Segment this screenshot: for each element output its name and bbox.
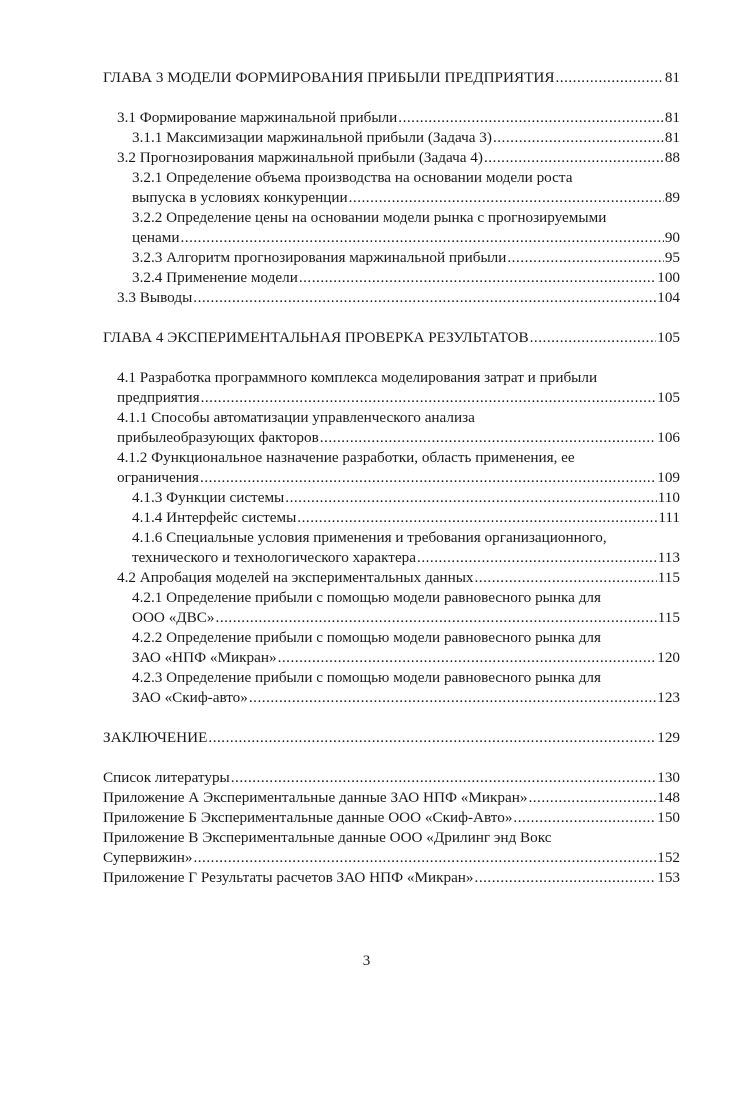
toc-entry-3-2-1-line1[interactable]: 3.2.1 Определение объема производства на основании модели роста xyxy=(132,169,573,186)
toc-entry-3-1[interactable] xyxy=(117,108,680,128)
toc-entry-3-2-2-line1[interactable]: 3.2.2 Определение цены на основании модели рынка с прогнозируемыми xyxy=(132,209,607,226)
toc-entry-page: 152 xyxy=(657,849,680,866)
toc-entry-title: ГЛАВА 3 МОДЕЛИ ФОРМИРОВАНИЯ ПРИБЫЛИ ПРЕДПРИЯТИЯ xyxy=(103,69,555,86)
toc-appendix-b[interactable] xyxy=(103,808,680,828)
toc-entry-4-1-3[interactable] xyxy=(132,488,680,508)
toc-entry-4-2-3-line1[interactable]: 4.2.3 Определение прибыли с помощью модели равновесного рынка для xyxy=(132,669,601,686)
toc-entry-4-1-1[interactable] xyxy=(117,428,680,448)
toc-references[interactable] xyxy=(103,768,680,788)
toc-entry-page: 104 xyxy=(657,289,680,306)
toc-entry-4-2-1-line1[interactable]: 4.2.1 Определение прибыли с помощью модели равновесного рынка для xyxy=(132,589,601,606)
toc-appendix-v-line1[interactable]: Приложение В Экспериментальные данные ООО «Дрилинг энд Вокс xyxy=(103,829,552,846)
toc-entry-4-2-1[interactable] xyxy=(132,608,680,628)
toc-entry-page: 81 xyxy=(664,109,680,126)
toc-entry-4-2[interactable] xyxy=(117,568,680,588)
toc-entry-3-2-3[interactable] xyxy=(132,248,680,268)
toc-entry-4-2-2[interactable] xyxy=(132,648,680,668)
toc-entry-title: 3.1.1 Максимизации маржинальной прибыли (Задача 3) xyxy=(132,129,492,146)
toc-entry-3-3[interactable] xyxy=(117,288,680,308)
toc-entry-3-2[interactable] xyxy=(117,148,680,168)
toc-entry-page: 115 xyxy=(657,569,680,586)
toc-entry-4-2-2-line1[interactable]: 4.2.2 Определение прибыли с помощью модели равновесного рынка для xyxy=(132,629,601,646)
toc-entry-title: 3.2.4 Применение модели xyxy=(132,269,298,286)
toc-entry-4-1-6-line1[interactable]: 4.1.6 Специальные условия применения и требования организационного, xyxy=(132,529,607,546)
toc-entry-title: ЗАКЛЮЧЕНИЕ xyxy=(103,729,208,746)
toc-entry-title: ЗАО «Скиф-авто» xyxy=(132,689,248,706)
toc-entry-page: 148 xyxy=(657,789,680,806)
toc-entry-page: 113 xyxy=(657,549,680,566)
toc-entry-title: предприятия xyxy=(117,389,200,406)
toc-entry-4-1-line1[interactable]: 4.1 Разработка программного комплекса моделирования затрат и прибыли xyxy=(117,369,598,386)
toc-entry-4-1-6[interactable] xyxy=(132,548,680,568)
toc-appendix-a[interactable] xyxy=(103,788,680,808)
toc-entry-page: 120 xyxy=(657,649,680,666)
toc-entry-page: 105 xyxy=(657,389,680,406)
toc-entry-title: 4.1.4 Интерфейс системы xyxy=(132,509,297,526)
toc-appendix-v[interactable] xyxy=(103,848,680,868)
toc-entry-page: 90 xyxy=(664,229,680,246)
toc-entry-page: 81 xyxy=(664,129,680,146)
toc-entry-title: 4.1.3 Функции системы xyxy=(132,489,285,506)
toc-entry-3-2-1[interactable] xyxy=(132,188,680,208)
toc-entry-title: 4.2 Апробация моделей на экспериментальных данных xyxy=(117,569,474,586)
toc-entry-title: ЗАО «НПФ «Микран» xyxy=(132,649,277,666)
toc-entry-page: 111 xyxy=(658,509,680,526)
toc-chapter-4[interactable] xyxy=(103,328,680,348)
toc-entry-page: 95 xyxy=(664,249,680,266)
page-number: 3 xyxy=(362,953,371,969)
toc-entry-title: Приложение Г Результаты расчетов ЗАО НПФ «Микран» xyxy=(103,869,474,886)
toc-entry-title: ограничения xyxy=(117,469,200,486)
toc-entry-4-1-2[interactable] xyxy=(117,468,680,488)
toc-entry-page: 153 xyxy=(657,869,680,886)
toc-entry-page: 130 xyxy=(657,769,680,786)
toc-entry-title: 3.2 Прогнозирования маржинальной прибыли (Задача 4) xyxy=(117,149,483,166)
toc-entry-page: 123 xyxy=(657,689,680,706)
toc-conclusion[interactable] xyxy=(103,728,680,748)
toc-entry-page: 89 xyxy=(664,189,680,206)
toc-entry-page: 110 xyxy=(657,489,680,506)
toc-entry-title: технического и технологического характера xyxy=(132,549,417,566)
toc-entry-3-1-1[interactable] xyxy=(132,128,680,148)
toc-entry-title: 3.3 Выводы xyxy=(117,289,193,306)
toc-entry-3-2-2[interactable] xyxy=(132,228,680,248)
toc-appendix-g[interactable] xyxy=(103,868,680,888)
toc-entry-4-1-4[interactable] xyxy=(132,508,680,528)
toc-entry-page: 150 xyxy=(657,809,680,826)
toc-entry-page: 105 xyxy=(657,329,680,346)
toc-entry-title: Приложение А Экспериментальные данные ЗАО НПФ «Микран» xyxy=(103,789,528,806)
toc-entry-4-1-1-line1[interactable]: 4.1.1 Способы автоматизации управленческого анализа xyxy=(117,409,475,426)
toc-entry-title: 3.1 Формирование маржинальной прибыли xyxy=(117,109,398,126)
toc-entry-title: выпуска в условиях конкуренции xyxy=(132,189,348,206)
toc-entry-page: 115 xyxy=(657,609,680,626)
toc-entry-page: 100 xyxy=(657,269,680,286)
toc-entry-4-1-2-line1[interactable]: 4.1.2 Функциональное назначение разработки, область применения, ее xyxy=(117,449,575,466)
toc-entry-title: Супервижин» xyxy=(103,849,193,866)
toc-entry-title: прибылеобразующих факторов xyxy=(117,429,319,446)
toc-entry-title: ООО «ДВС» xyxy=(132,609,215,626)
table-of-contents xyxy=(0,68,733,888)
toc-entry-page: 106 xyxy=(657,429,680,446)
toc-entry-4-1[interactable] xyxy=(117,388,680,408)
toc-entry-title: ценами xyxy=(132,229,180,246)
toc-entry-page: 109 xyxy=(657,469,680,486)
toc-entry-3-2-4[interactable] xyxy=(132,268,680,288)
toc-entry-page: 81 xyxy=(664,69,680,86)
toc-entry-title: 3.2.3 Алгоритм прогнозирования маржинальной прибыли xyxy=(132,249,507,266)
toc-entry-page: 129 xyxy=(657,729,680,746)
toc-chapter-3[interactable] xyxy=(103,68,680,88)
toc-entry-title: Список литературы xyxy=(103,769,230,786)
toc-entry-page: 88 xyxy=(664,149,680,166)
toc-entry-title: Приложение Б Экспериментальные данные ООО «Скиф-Авто» xyxy=(103,809,513,826)
toc-entry-4-2-3[interactable] xyxy=(132,688,680,708)
toc-entry-title: ГЛАВА 4 ЭКСПЕРИМЕНТАЛЬНАЯ ПРОВЕРКА РЕЗУЛЬТАТОВ xyxy=(103,329,529,346)
